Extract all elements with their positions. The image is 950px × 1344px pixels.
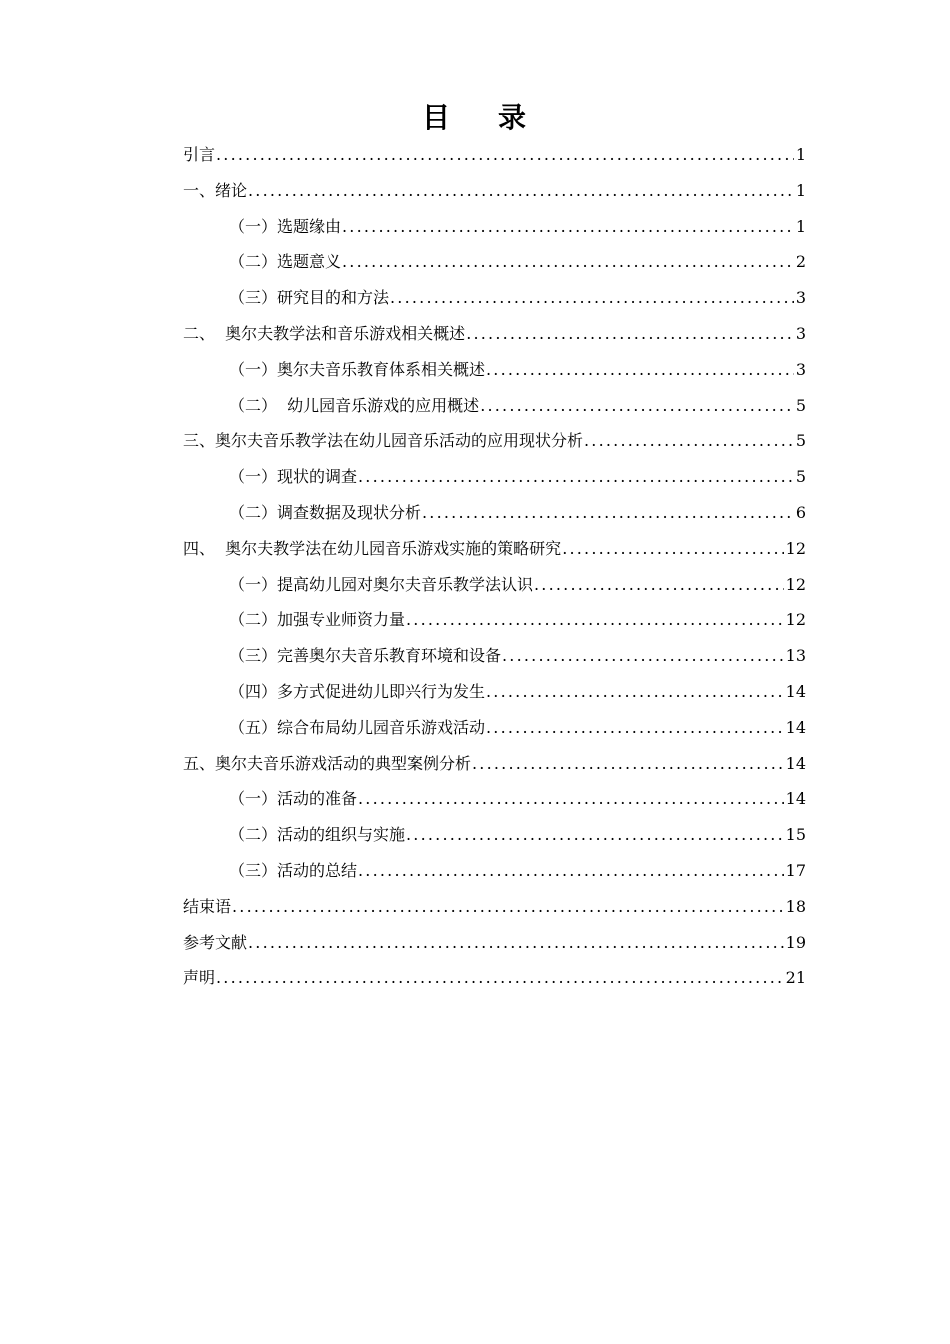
toc-entry-4-4[interactable] xyxy=(183,674,806,710)
toc-entry-2-1[interactable] xyxy=(183,352,806,388)
toc-entry-4-3[interactable] xyxy=(183,638,806,674)
toc-entry-5-3[interactable] xyxy=(183,853,806,889)
toc-leader-dots xyxy=(358,781,784,817)
toc-entry-chapter-3[interactable] xyxy=(183,423,806,459)
table-of-contents xyxy=(183,137,806,996)
toc-entry-page: 15 xyxy=(785,825,806,845)
toc-entry-3-1[interactable] xyxy=(183,459,806,495)
toc-entry-chapter-2[interactable] xyxy=(183,316,806,352)
toc-entry-label: （一）活动的准备 xyxy=(229,789,358,809)
toc-entry-page: 3 xyxy=(795,359,806,379)
toc-entry-page: 18 xyxy=(785,896,806,916)
toc-leader-dots xyxy=(216,960,784,996)
title-char-right: 录 xyxy=(498,101,529,134)
toc-leader-dots xyxy=(390,280,794,316)
toc-entry-label: 五、奥尔夫音乐游戏活动的典型案例分析 xyxy=(183,753,472,773)
toc-entry-label: （三）活动的总结 xyxy=(229,860,358,880)
toc-entry-label: 四、 奥尔夫教学法在幼儿园音乐游戏实施的策略研究 xyxy=(183,538,562,558)
toc-entry-page: 17 xyxy=(785,860,806,880)
toc-entry-page: 2 xyxy=(795,252,806,272)
toc-entry-chapter-1[interactable] xyxy=(183,173,806,209)
toc-entry-label: （三）完善奥尔夫音乐教育环境和设备 xyxy=(229,646,502,666)
toc-leader-dots xyxy=(466,316,794,352)
toc-entry-introduction[interactable] xyxy=(183,137,806,173)
toc-entry-1-1[interactable] xyxy=(183,209,806,245)
toc-entry-page: 21 xyxy=(785,968,806,988)
toc-entry-page: 5 xyxy=(795,431,806,451)
toc-leader-dots xyxy=(422,495,794,531)
title-char-left: 目 xyxy=(421,101,452,134)
toc-entry-label: （二） 幼儿园音乐游戏的应用概述 xyxy=(229,395,480,415)
toc-entry-label: （二）加强专业师资力量 xyxy=(229,610,406,630)
toc-leader-dots xyxy=(486,674,784,710)
toc-entry-label: 参考文献 xyxy=(183,932,248,952)
toc-entry-page: 5 xyxy=(795,395,806,415)
toc-entry-label: 声明 xyxy=(183,968,216,988)
toc-entry-4-5[interactable] xyxy=(183,710,806,746)
toc-entry-label: 二、 奥尔夫教学法和音乐游戏相关概述 xyxy=(183,323,466,343)
toc-entry-1-2[interactable] xyxy=(183,244,806,280)
toc-entry-page: 19 xyxy=(785,932,806,952)
toc-leader-dots xyxy=(232,889,784,925)
toc-entry-page: 5 xyxy=(795,467,806,487)
toc-entry-page: 14 xyxy=(785,717,806,737)
toc-entry-label: （一）选题缘由 xyxy=(229,216,342,236)
toc-leader-dots xyxy=(248,925,784,961)
toc-entry-references[interactable] xyxy=(183,925,806,961)
toc-entry-page: 12 xyxy=(785,610,806,630)
toc-leader-dots xyxy=(406,602,784,638)
toc-entry-label: （二）活动的组织与实施 xyxy=(229,825,406,845)
toc-entry-page: 13 xyxy=(785,646,806,666)
toc-leader-dots xyxy=(358,459,794,495)
toc-entry-page: 14 xyxy=(785,789,806,809)
toc-entry-4-2[interactable] xyxy=(183,602,806,638)
toc-leader-dots xyxy=(486,710,784,746)
toc-leader-dots xyxy=(248,173,794,209)
toc-entry-5-1[interactable] xyxy=(183,781,806,817)
toc-entry-page: 14 xyxy=(785,753,806,773)
toc-leader-dots xyxy=(342,209,794,245)
toc-entry-page: 14 xyxy=(785,681,806,701)
toc-entry-label: （二）选题意义 xyxy=(229,252,342,272)
toc-entry-label: （一）现状的调查 xyxy=(229,467,358,487)
toc-entry-2-2[interactable] xyxy=(183,388,806,424)
toc-entry-3-2[interactable] xyxy=(183,495,806,531)
toc-entry-chapter-5[interactable] xyxy=(183,746,806,782)
toc-entry-label: （四）多方式促进幼儿即兴行为发生 xyxy=(229,681,486,701)
toc-leader-dots xyxy=(406,817,784,853)
toc-entry-declaration[interactable] xyxy=(183,960,806,996)
toc-entry-label: （一）提高幼儿园对奥尔夫音乐教学法认识 xyxy=(229,574,534,594)
toc-leader-dots xyxy=(480,388,794,424)
toc-entry-label: （三）研究目的和方法 xyxy=(229,288,390,308)
toc-leader-dots xyxy=(486,352,794,388)
toc-entry-page: 12 xyxy=(785,538,806,558)
toc-entry-label: （五）综合布局幼儿园音乐游戏活动 xyxy=(229,717,486,737)
toc-entry-page: 3 xyxy=(795,288,806,308)
toc-entry-page: 6 xyxy=(795,502,806,522)
toc-leader-dots xyxy=(562,531,783,567)
toc-entry-page: 3 xyxy=(795,323,806,343)
toc-entry-label: 三、奥尔夫音乐教学法在幼儿园音乐活动的应用现状分析 xyxy=(183,431,584,451)
toc-entry-page: 1 xyxy=(795,180,806,200)
toc-leader-dots xyxy=(472,746,784,782)
toc-entry-chapter-4[interactable] xyxy=(183,531,806,567)
toc-entry-1-3[interactable] xyxy=(183,280,806,316)
toc-entry-label: 结束语 xyxy=(183,896,232,916)
toc-leader-dots xyxy=(342,244,794,280)
toc-entry-label: （一）奥尔夫音乐教育体系相关概述 xyxy=(229,359,486,379)
toc-entry-page: 1 xyxy=(795,145,806,164)
toc-entry-4-1[interactable] xyxy=(183,567,806,603)
toc-entry-5-2[interactable] xyxy=(183,817,806,853)
toc-leader-dots xyxy=(584,423,794,459)
page-title xyxy=(0,98,950,138)
toc-leader-dots xyxy=(216,137,794,173)
toc-entry-page: 1 xyxy=(795,216,806,236)
toc-entry-page: 12 xyxy=(785,574,806,594)
toc-entry-label: 一、绪论 xyxy=(183,180,248,200)
toc-leader-dots xyxy=(502,638,784,674)
toc-leader-dots xyxy=(358,853,784,889)
toc-entry-label: 引言 xyxy=(183,145,216,164)
toc-leader-dots xyxy=(534,567,784,603)
toc-entry-conclusion[interactable] xyxy=(183,889,806,925)
toc-entry-label: （二）调查数据及现状分析 xyxy=(229,502,422,522)
